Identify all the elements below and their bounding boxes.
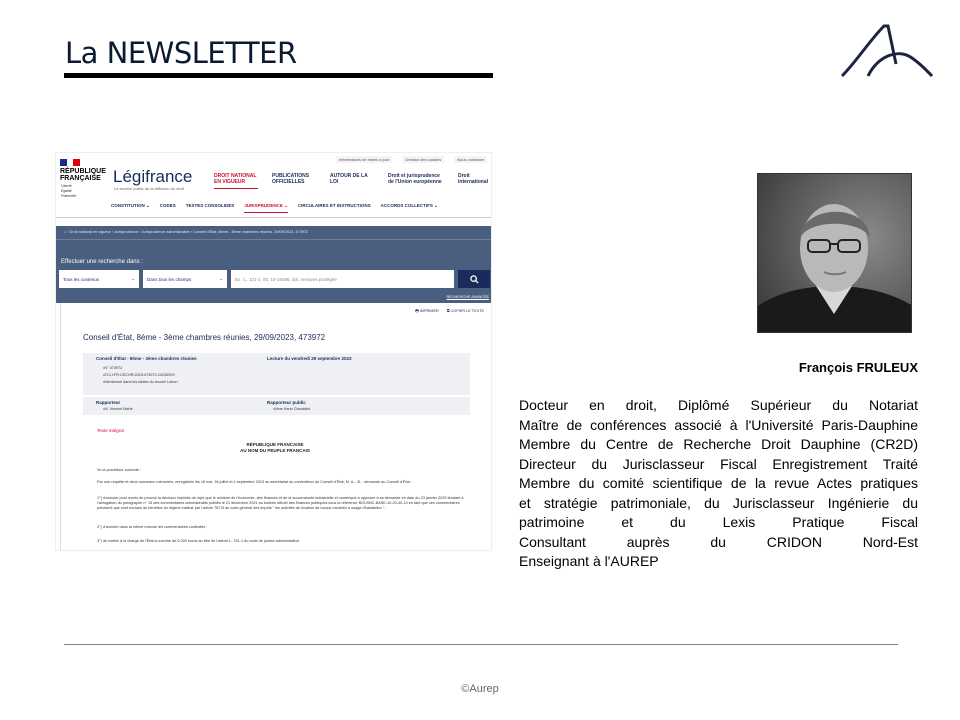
nav-autour-de-la-loi[interactable]: AUTOUR DE LA LOI [330,173,368,185]
search-label: Effectuer une recherche dans : [61,259,143,265]
meta-reading-date: Lecture du vendredi 29 septembre 2023 [267,356,352,361]
nav-droit-national[interactable]: DROIT NATIONAL EN VIGUEUR [214,173,258,189]
subnav-jurisprudence[interactable]: JURISPRUDENCE ⌄ [244,203,288,213]
rapporteur-public-label: Rapporteur public [267,400,306,405]
bio-line: Membre du Centre de Recherche Droit Dauphine (CR2D) [519,436,918,452]
subnav-constitution[interactable]: CONSTITUTION ⌄ [111,203,150,208]
decision-paragraph: Vu la procédure suivante : [97,468,141,472]
rapporteur-public-value: • Mme Karin Ciavaldini [273,407,310,411]
legifrance-screenshot [55,152,492,551]
search-row [59,270,490,288]
title-underline [64,73,493,78]
aurep-logo-icon [838,22,934,80]
advanced-search-link[interactable]: RECHERCHE AVANCÉE [446,295,489,299]
search-input[interactable]: Ex : L. 121-1, 00, 10-15096, dol, mesures protégée [231,270,454,288]
field-select[interactable]: Dans tous les champs ⌄ [143,270,227,288]
decision-paragraph: 3°) de mettre à la charge de l'État la somme de 5 000 euros au titre de l'article L. 761-1 du code de justice administrative. [97,539,301,543]
texte-integral-heading: Texte intégral [97,428,124,433]
author-name: François FRULEUX [798,360,918,375]
nav-publications-officielles[interactable]: PUBLICATIONS OFFICIELLES [272,173,310,185]
meta-chamber: Conseil d'État - 8ème - 3ème chambres réunies [96,356,197,361]
author-bio [519,396,918,572]
bio-line: Consultant auprès du CRIDON Nord-Est [519,533,918,550]
doc-actions [415,309,484,315]
decision-paragraph: 2°) d'annuler dans la même mesure les commentaires contestés ; [97,525,208,529]
chevron-down-icon: ⌄ [131,276,135,281]
scope-select[interactable]: Tous les contenus ⌄ [59,270,139,288]
bio-line: Membre du comité scientifique de la revue Actes pratiques [519,475,918,491]
rapporteur-label: Rapporteur [96,400,121,405]
hero-divider [56,239,492,240]
sub-nav [111,203,438,213]
rapporteur-value: • M. Vincent Mahé [103,407,133,411]
decision-paragraph: Par une requête et deux nouveaux mémoires, enregistrés les 16 mai, 26 juillet et 4 septembre 2023 au secrétariat du contentieux du Conseil d'État, M. A... B... demande au Conseil d'État : [97,480,412,484]
republique-francaise-label: RÉPUBLIQUE FRANÇAISE [60,168,106,182]
copyright: ©Aurep [461,683,499,695]
author-portrait [757,173,912,333]
footer-divider [64,644,898,645]
subnav-accords-collectifs[interactable]: ACCORDS COLLECTIFS ⌄ [380,203,438,208]
printer-icon: 🖶 [415,309,420,313]
bio-line: Docteur en droit, Diplômé Supérieur du Notariat [519,397,918,413]
nav-divider [56,217,492,218]
decision-card [60,303,488,551]
meta-box [83,353,470,395]
meta-item: • ECLI:FR:CECHR:2023:473972.20230929 [103,373,175,377]
search-icon [470,275,479,284]
slide-title: La NEWSLETTER [65,36,297,70]
utility-bar [336,156,487,163]
doc-title: Conseil d'État, 8ème - 3ème chambres réunies, 29/09/2023, 473972 [83,333,326,342]
utility-link[interactable]: Informations de mises à jour [336,156,392,163]
portrait-image [758,174,912,333]
republic-motto: Liberté Égalité Fraternité [61,184,76,198]
bio-line: Directeur du Jurisclasseur Fiscal Enregistrement Traité [519,455,918,472]
copy-text-button[interactable]: ⧉ COPIER LE TEXTE [446,309,484,313]
copy-icon: ⧉ [446,309,451,313]
main-nav [214,173,488,189]
bio-line: patrimoine et du Lexis Pratique Fiscal [519,514,918,530]
subnav-codes[interactable]: CODES [159,203,176,208]
subnav-circulaires[interactable]: CIRCULAIRES ET INSTRUCTIONS [297,203,371,208]
breadcrumb[interactable]: ⌂ › Droit national en vigueur › Jurisprudence › Jurisprudence administrative › Conseil d'État, 8ème - 3ème chambres réunies, 29/09/2023, 473972 [64,230,309,234]
bio-line: et stratégie patrimoniale, du Jurisclasseur Ingénierie du [519,494,918,511]
bio-line: Maître de conférences associé à l'Université Paris-Dauphine [519,416,918,433]
marianne-flag-icon [60,159,80,166]
subnav-textes-consolides[interactable]: TEXTES CONSOLIDÉS [185,203,235,208]
bio-line: Enseignant à l'AUREP [519,553,659,569]
meta-item: • N° 473972 [103,366,122,370]
decision-paragraph: 1°) d'annuler pour excès de pouvoir la décision implicite de rejet que le ministre de l'économie, des finances et de la souveraineté industrielle et numérique a opposée à sa demande en date du 23 janvier 2023 tendant à l'abrogation du paragraphe n° 15 des commentaires administratifs publiés le 21 décembre 2021 au bulletin officiel des finances publiques sous la référence BOI-BNC-BASE-10-20-40-10 en tant que ces commentaires précisent que sont exclues du bénéfice du régime institué par l'article 787 B du code général des impôts " les activités de location de locaux meublés à usage d'habitation " ; [97,496,464,511]
republic-heading: RÉPUBLIQUE FRANCAISE AU NOM DU PEUPLE FRANCAIS [240,442,310,453]
meta-item: • Mentionné dans les tables du recueil Lebon [103,380,178,384]
chevron-down-icon: ⌄ [219,276,223,281]
rapporteur-box [83,397,470,415]
brand-tagline: Le service public de la diffusion du droit [114,186,184,191]
utility-link[interactable]: Gestion des cookies [402,156,444,163]
search-button[interactable] [458,270,490,288]
nav-droit-international[interactable]: Droit international [458,173,489,185]
print-button[interactable]: 🖶 IMPRIMER [415,309,439,313]
legifrance-brand[interactable]: Légifrance [113,167,193,186]
search-hero [56,226,492,303]
utility-link[interactable]: Nous contacter [454,156,487,163]
nav-droit-ue[interactable]: Droit et jurisprudence de l'Union européenne [388,173,442,185]
